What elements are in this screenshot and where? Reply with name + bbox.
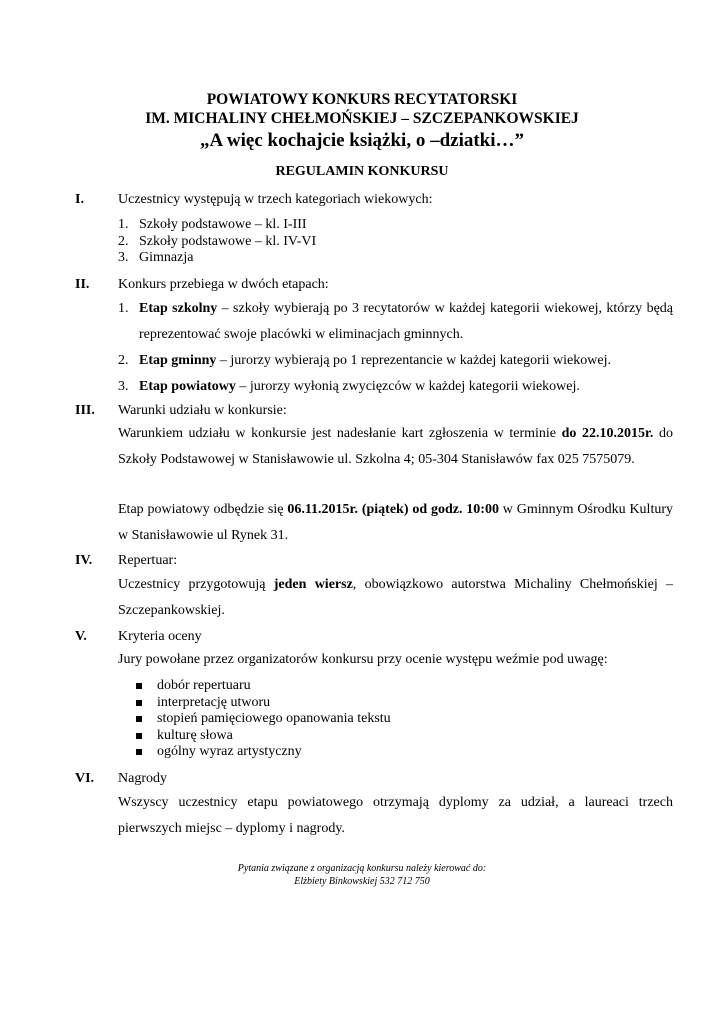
list-item: 3. Etap powiatowy – jurorzy wyłonią zwycięzców w każdej kategorii wiekowej. [118, 379, 580, 394]
footer-line-2: Elżbiety Binkowskiej 532 712 750 [294, 876, 430, 887]
subtitle: REGULAMIN KONKURSU [275, 164, 449, 179]
bullet-item: ogólny wyraz artystyczny [136, 744, 391, 761]
contact-footer [0, 862, 724, 888]
section-2-heading: Konkurs przebiega w dwóch etapach: [118, 277, 329, 292]
title-motto: „A więc kochajcie książki, o –dziatki…” [199, 130, 525, 151]
list-item: 1. Etap szkolny – szkoły wybierają po 3 recytatorów w każdej kategorii wiekowej, którzy będą reprezentować swoje placówki w eliminacjach gminnych. [118, 301, 673, 342]
section-4-paragraph: Uczestnicy przygotowują jeden wiersz, obowiązkowo autorstwa Michaliny Chełmońskiej – Szczepankowskiej. [118, 577, 673, 618]
section-6-number: VI. [75, 771, 95, 786]
section-3-heading: Warunki udziału w konkursie: [118, 403, 287, 418]
section-1-heading: Uczestnicy występują w trzech kategoriach wiekowych: [118, 192, 433, 207]
section-2-list [118, 296, 673, 400]
section-4-number: IV. [75, 553, 93, 568]
section-1-list [118, 217, 316, 267]
section-3-paragraph-2: Etap powiatowy odbędzie się 06.11.2015r. (piątek) od godz. 10:00 w Gminnym Ośrodku Kultury w Stanisławowie ul Rynek 31. [118, 502, 673, 543]
bullet-item: kulturę słowa [136, 728, 391, 745]
bullet-item: dobór repertuaru [136, 678, 391, 695]
section-1-number: I. [75, 192, 84, 207]
title-line-2: IM. MICHALINY CHEŁMOŃSKIEJ – SZCZEPANKOWSKIEJ [145, 110, 579, 127]
section-6-paragraph: Wszyscy uczestnicy etapu powiatowego otrzymają dyplomy za udział, a laureaci trzech pierwszych miejsc – dyplomy i nagrody. [118, 795, 673, 836]
list-item: 1. Szkoły podstawowe – kl. I-III [118, 217, 307, 232]
section-5-number: V. [75, 629, 87, 644]
bullet-item: interpretację utworu [136, 695, 391, 712]
list-item: 2. Szkoły podstawowe – kl. IV-VI [118, 233, 317, 249]
section-5-paragraph: Jury powołane przez organizatorów konkursu przy ocenie występu weźmie pod uwagę: [118, 652, 608, 667]
section-3-number: III. [75, 403, 95, 418]
list-item: 3. Gimnazja [118, 250, 194, 265]
list-item: 2. Etap gminny – jurorzy wybierają po 1 reprezentancie w każdej kategorii wiekowej. [118, 353, 611, 368]
criteria-bullet-list [136, 678, 391, 761]
section-6-heading: Nagrody [118, 771, 167, 786]
footer-line-1: Pytania związane z organizacją konkursu należy kierować do: [237, 863, 487, 874]
section-2-number: II. [75, 277, 90, 292]
section-5-heading: Kryteria oceny [118, 629, 202, 644]
bullet-item: stopień pamięciowego opanowania tekstu [136, 711, 391, 728]
title-line-1: POWIATOWY KONKURS RECYTATORSKI [206, 91, 518, 108]
section-3-paragraph-1: Warunkiem udziału w konkursie jest nadesłanie kart zgłoszenia w terminie do 22.10.2015r. do Szkoły Podstawowej w Stanisławowie ul. Szkolna 4; 05-304 Stanisławów fax 025 7575079. [118, 426, 674, 467]
section-4-heading: Repertuar: [118, 553, 178, 568]
